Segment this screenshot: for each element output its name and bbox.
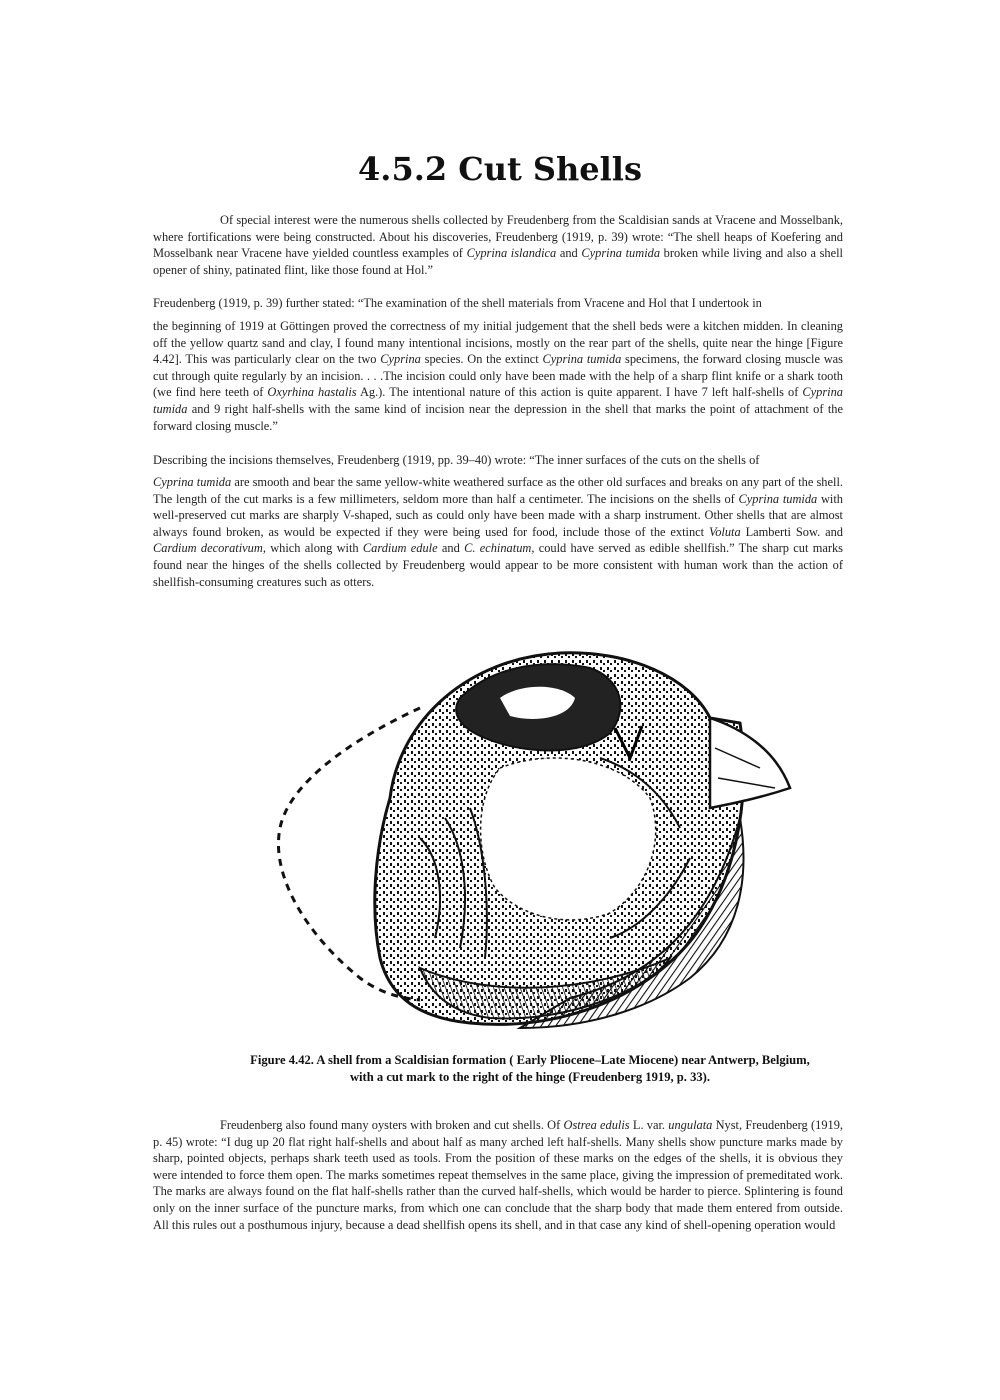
- text-run: and 9 right half-shells with the same kind of incision near the depression in the shell that marks the point of attachment of the forward closing muscle.”: [153, 401, 843, 433]
- figure-caption: [210, 1052, 850, 1086]
- italic-term: Cyprina tumida: [738, 491, 818, 506]
- italic-term: ungulata: [668, 1118, 713, 1132]
- page-title: 4.5.2 Cut Shells: [358, 150, 642, 188]
- figure-shell-illustration: [270, 638, 800, 1038]
- text-run: Freudenberg also found many oysters with broken and cut shells. Of: [220, 1118, 564, 1132]
- italic-term: Cyprina tumida: [542, 352, 622, 367]
- text-run: Freudenberg (1919, p. 39) further stated: “The examination of the shell materials from Vracene and Hol that I undertook in: [153, 296, 762, 310]
- text-run: Lamberti Sow. and: [740, 524, 843, 539]
- text-run: with well-preserved cut marks are sharply V-shaped, such as could only have been made with a sharp instrument. Other shells that are almost always found broken, as would be expected if they were being used for food, include those of the extinct: [153, 491, 843, 539]
- paragraph-intro: [153, 212, 843, 278]
- text-run: could have served as edible shellfish.” The sharp cut marks found near the hinges of the shells collected by Freudenberg would appear to be more consistent with human work than the action of shellfish-consuming creatures such as otters.: [153, 541, 843, 589]
- text-run: Ag.). The intentional nature of this action is quite apparent. I have 7 left half-shells of: [356, 385, 803, 400]
- paragraph-quote-gottingen: [153, 318, 843, 434]
- italic-term: Cardium decorativum,: [153, 541, 266, 556]
- paragraph-further-stated: [153, 295, 843, 312]
- italic-term: Cyprina tumida: [581, 246, 661, 261]
- italic-term: Cyprina tumida: [153, 385, 843, 416]
- text-run: Nyst, Freudenberg (1919, p. 45) wrote: “I dug up 20 flat right half-shells and about half as many arched left half-shells. Many shells show puncture marks made by sharp, pointed objects, perhaps shark teeth used as tools. From the position of these marks on the edges of the shells, it is obvious they were intended to force them open. The marks sometimes repeat themselves in the same place, giving the impression of premeditated work. The marks are always found on the flat half-shells rather than the curved half-shells, which would be harder to pierce. Splintering is found only on the inner surface of the puncture marks, from which one can conclude that the sharp body that made them entered from outside. All this rules out a posthumous injury, because a dead shellfish opens its shell, and in that case any kind of shell-opening operation would: [153, 1118, 843, 1232]
- shell-drawing: [270, 638, 800, 1038]
- text-run: and: [556, 246, 582, 261]
- figure-caption-line-2: with a cut mark to the right of the hinge (Freudenberg 1919, p. 33).: [349, 1070, 711, 1084]
- text-run: which along with: [265, 541, 363, 556]
- text-run: are smooth and bear the same yellow-white weathered surface as the other old surfaces and breaks on any part of the shell. The length of the cut marks is a few millimeters, seldom more than half a centimeter. The incisions on the shells of: [153, 475, 843, 506]
- paragraph-describing-incisions: [153, 452, 843, 469]
- text-run: and: [437, 541, 465, 556]
- italic-term: Voluta: [709, 524, 741, 539]
- paragraph-oysters: [153, 1117, 843, 1233]
- text-run: broken while living and also a shell opener of shiny, patinated flint, like those found at Hol.”: [153, 246, 843, 277]
- text-run: L. var.: [629, 1118, 669, 1132]
- italic-term: Cardium edule: [362, 541, 438, 556]
- italic-term: Oxyrhina hastalis: [267, 385, 357, 400]
- italic-term: C. echinatum,: [464, 541, 535, 556]
- italic-term: Cyprina islandica: [466, 246, 557, 261]
- text-run: specimens, the forward closing muscle was cut through quite regularly by an incision. . . .The incision could only have been made with the help of a sharp flint knife or a shark tooth (we find here teeth of: [153, 352, 843, 400]
- italic-term: Cyprina tumida: [153, 475, 232, 489]
- italic-term: Cyprina: [380, 352, 421, 367]
- italic-term: Ostrea edulis: [563, 1118, 630, 1132]
- text-run: the beginning of 1919 at Göttingen proved the correctness of my initial judgement that the shell beds were a kitchen midden. In cleaning off the yellow quartz sand and clay, I found many intentional incisions, mostly on the rear part of the shells, quite near the hinge [Figure 4.42]. This was particularly clear on the two: [153, 319, 843, 367]
- text-run: Describing the incisions themselves, Freudenberg (1919, pp. 39–40) wrote: “The inner surfaces of the cuts on the shells of: [153, 453, 760, 467]
- text-run: species. On the extinct: [420, 352, 543, 367]
- paragraph-cut-marks-detail: [153, 474, 843, 590]
- figure-caption-line-1: Figure 4.42. A shell from a Scaldisian formation ( Early Pliocene–Late Miocene) near Antwerp, Belgium,: [250, 1053, 810, 1067]
- text-run: Of special interest were the numerous shells collected by Freudenberg from the Scaldisian sands at Vracene and Mosselbank, where fortifications were being constructed. About his discoveries, Freudenberg (1919, p. 39) wrote: “The shell heaps of Koefering and Mosselbank near Vracene have yielded countless examples of: [153, 213, 843, 261]
